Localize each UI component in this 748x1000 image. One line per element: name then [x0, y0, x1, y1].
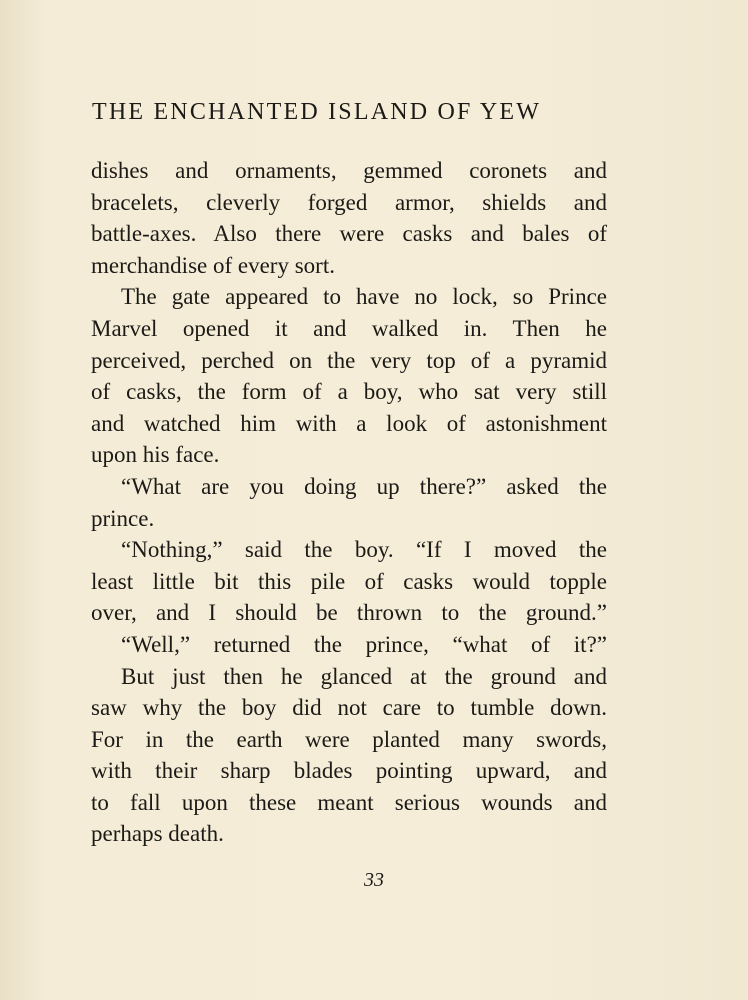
- text-line: bracelets, cleverly forged armor, shields and: [91, 189, 607, 215]
- text-line: perceived, perched on the very top of a pyramid: [91, 347, 607, 373]
- text-line: “What are you doing up there?” asked the: [121, 473, 607, 499]
- text-line: But just then he glanced at the ground and: [121, 663, 607, 689]
- text-line: to fall upon these meant serious wounds and: [91, 789, 607, 815]
- text-line: For in the earth were planted many swords,: [91, 726, 607, 752]
- text-line: “Well,” returned the prince, “what of it?”: [121, 631, 607, 657]
- text-line: saw why the boy did not care to tumble down.: [91, 695, 607, 721]
- text-line: perhaps death.: [91, 821, 224, 847]
- text-line: dishes and ornaments, gemmed coronets and: [91, 158, 607, 183]
- text-line: and watched him with a look of astonishment: [91, 410, 607, 436]
- page-number: 33: [364, 869, 384, 891]
- body-text: [91, 155, 607, 850]
- text-line: upon his face.: [91, 442, 220, 468]
- text-line: Marvel opened it and walked in. Then he: [91, 315, 607, 341]
- text-line: over, and I should be thrown to the ground.”: [91, 600, 607, 626]
- running-head: THE ENCHANTED ISLAND OF YEW: [92, 99, 542, 125]
- text-line: battle-axes. Also there were casks and bales of: [91, 221, 607, 247]
- text-line: with their sharp blades pointing upward, and: [91, 758, 607, 784]
- text-line: The gate appeared to have no lock, so Prince: [121, 284, 607, 310]
- text-line: least little bit this pile of casks would topple: [91, 568, 607, 594]
- text-line: of casks, the form of a boy, who sat very still: [91, 379, 607, 405]
- text-line: merchandise of every sort.: [91, 252, 335, 278]
- text-line: “Nothing,” said the boy. “If I moved the: [121, 537, 607, 563]
- text-line: prince.: [91, 505, 155, 531]
